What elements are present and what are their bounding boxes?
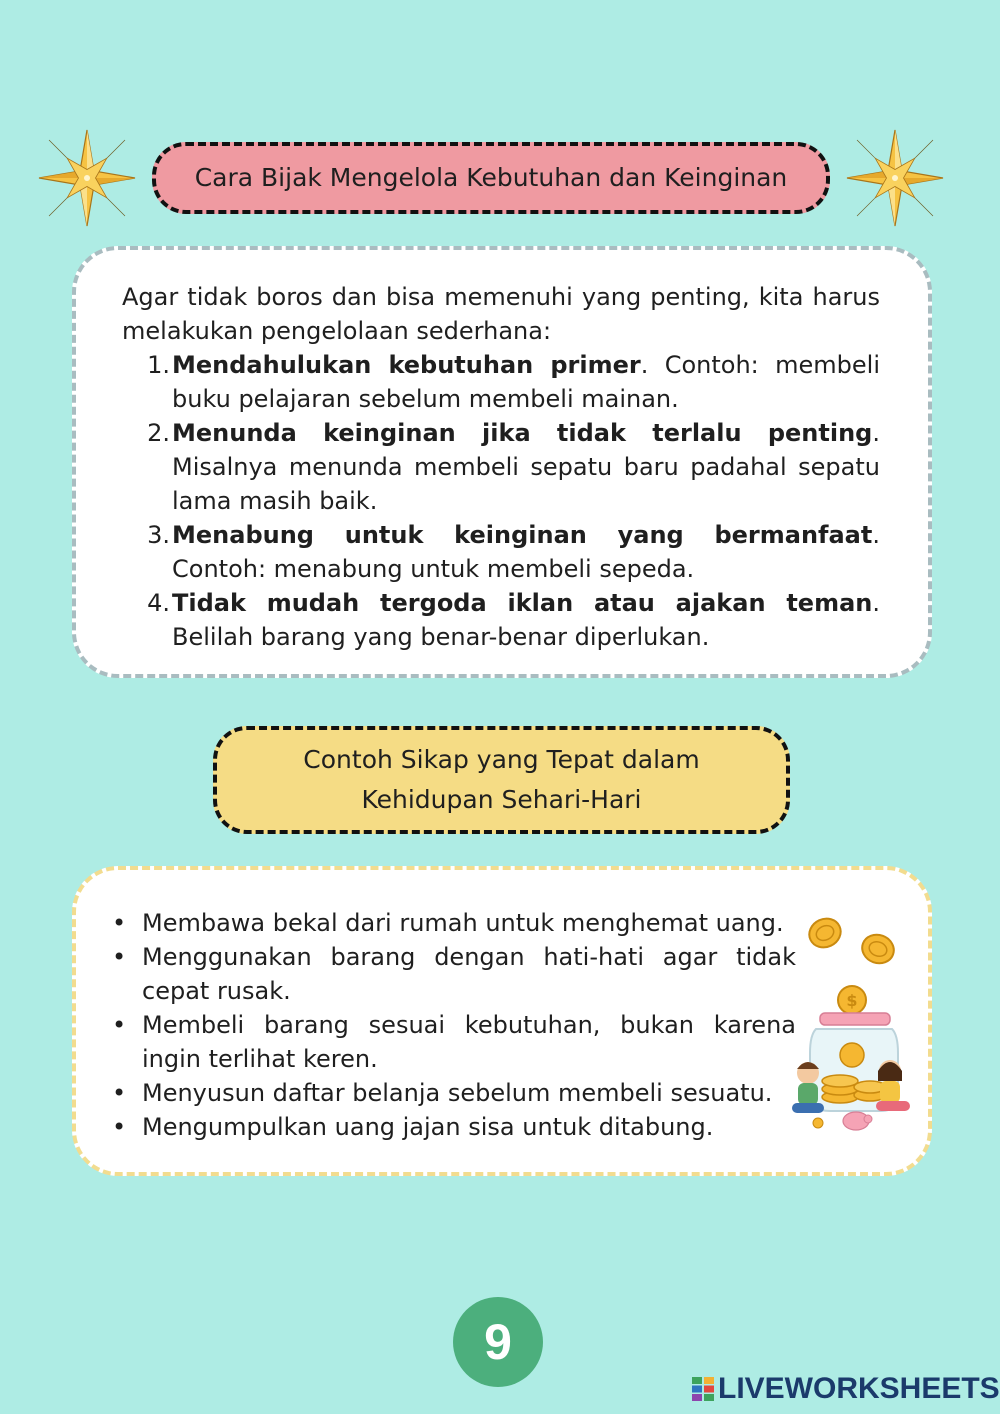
page-number: 9 [484, 1314, 512, 1370]
bullet-text: Mengumpulkan uang jajan sisa untuk ditabung. [142, 1113, 714, 1141]
step-number: 2. [147, 419, 170, 447]
section-title-attitude [213, 726, 790, 834]
steps-list [122, 348, 880, 654]
section-title-line: Kehidupan Sehari-Hari [361, 785, 642, 814]
management-tips-card [72, 246, 932, 678]
list-item [122, 586, 880, 654]
step-number: 1. [147, 351, 170, 379]
bullet-text: Membeli barang sesuai kebutuhan, bukan karena ingin terlihat keren. [142, 1011, 796, 1073]
step-heading: Menabung untuk keinginan yang bermanfaat [172, 521, 873, 549]
brand-watermark [692, 1372, 1000, 1406]
page-number-badge [453, 1297, 543, 1387]
step-number: 4. [147, 589, 170, 617]
compass-star-icon [37, 128, 137, 228]
list-item [112, 940, 796, 1008]
bullet-icon: • [112, 1113, 127, 1141]
bullet-icon: • [112, 943, 127, 971]
brand-name: LIVEWORKSHEETS [718, 1372, 1000, 1405]
step-number: 3. [147, 521, 170, 549]
liveworksheets-logo-icon [692, 1377, 714, 1401]
list-item [112, 1008, 796, 1076]
list-item [112, 1076, 796, 1110]
compass-star-icon [845, 128, 945, 228]
step-heading: Menunda keinginan jika tidak terlalu penting [172, 419, 873, 447]
step-text: . Contoh: menabung untuk membeli sepeda. [172, 521, 880, 583]
bullet-icon: • [112, 1079, 127, 1107]
bullet-text: Menyusun daftar belanja sebelum membeli sesuatu. [142, 1079, 773, 1107]
section-title-management [152, 142, 830, 214]
step-heading: Tidak mudah tergoda iklan atau ajakan teman [172, 589, 873, 617]
bullet-icon: • [112, 909, 127, 937]
list-item [112, 1110, 796, 1144]
savings-jar-illustration [790, 905, 915, 1135]
section-title-text: Cara Bijak Mengelola Kebutuhan dan Keinginan [194, 163, 788, 192]
bullet-text: Membawa bekal dari rumah untuk menghemat uang. [142, 909, 784, 937]
bullet-icon: • [112, 1011, 127, 1039]
bullet-list [112, 906, 796, 1144]
list-item [122, 518, 880, 586]
list-item [122, 416, 880, 518]
list-item [122, 348, 880, 416]
svg-text:$: $ [846, 991, 858, 1010]
step-heading: Mendahulukan kebutuhan primer [172, 351, 641, 379]
step-text: . Contoh: membeli buku pelajaran sebelum membeli mainan. [172, 351, 880, 413]
intro-paragraph: Agar tidak boros dan bisa memenuhi yang penting, kita harus melakukan pengelolaan sederhana: [122, 283, 880, 345]
step-text: . Misalnya menunda membeli sepatu baru padahal sepatu lama masih baik. [172, 419, 880, 515]
step-text: . Belilah barang yang benar-benar diperlukan. [172, 589, 880, 651]
bullet-text: Menggunakan barang dengan hati-hati agar tidak cepat rusak. [142, 943, 796, 1005]
list-item [112, 906, 796, 940]
section-title-line: Contoh Sikap yang Tepat dalam [303, 745, 700, 774]
